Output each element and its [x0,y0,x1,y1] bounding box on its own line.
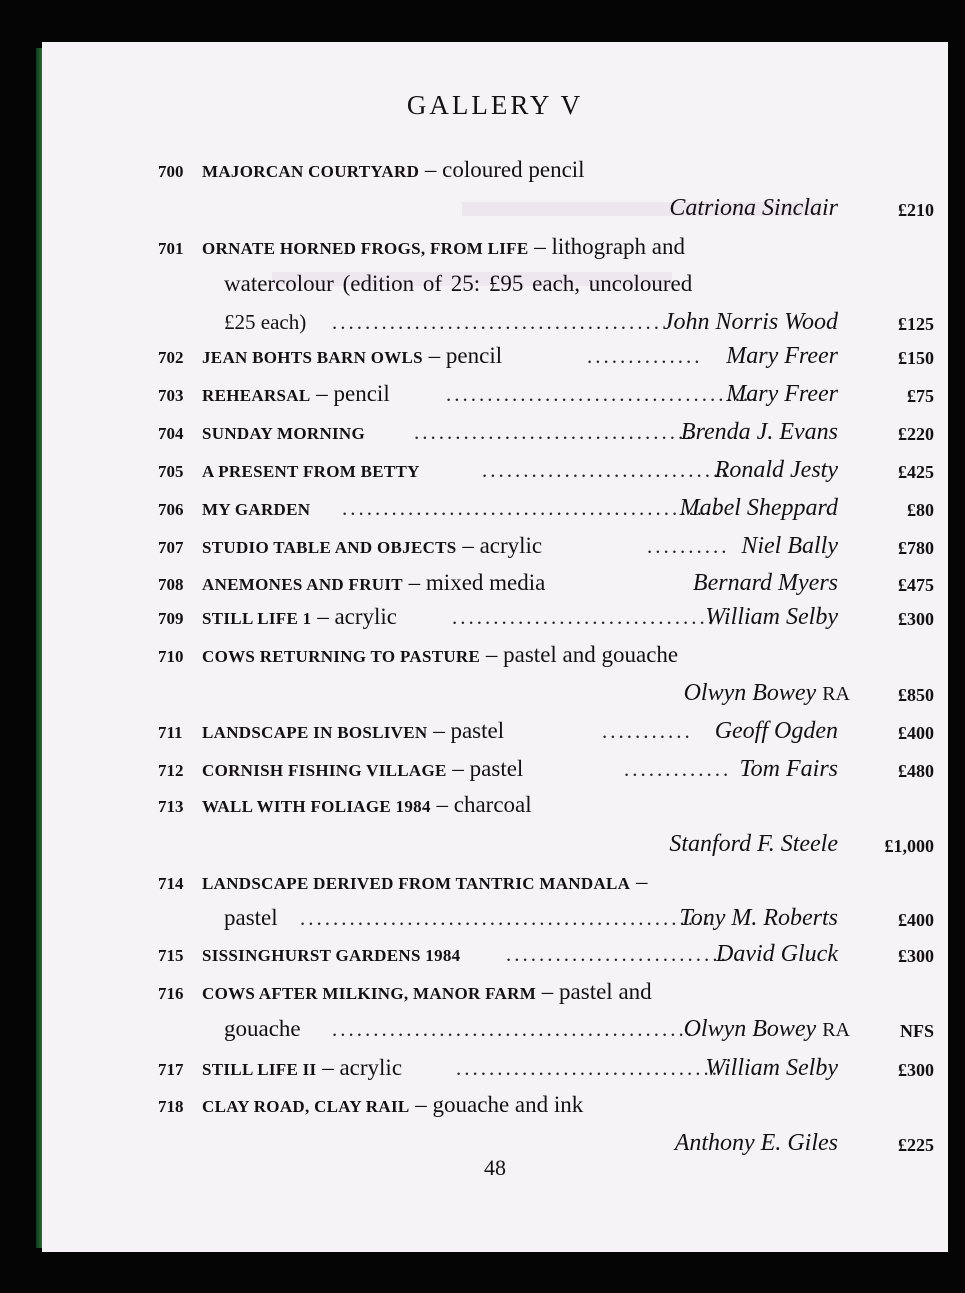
entry-title-line [202,338,502,376]
entry-artist: Bernard Myers [692,570,838,596]
entry-price: £150 [898,348,934,368]
entry-artist-suffix: RA [822,1019,850,1041]
entry-number: 708 [158,575,184,594]
entry-number: 714 [158,874,184,893]
entry-price: £220 [898,424,934,444]
entry-number: 716 [158,984,184,1003]
entry-title-line [202,637,678,675]
entry-artist-name: Olwyn Bowey [683,680,817,706]
entry-number: 700 [158,162,184,181]
entry-artist: Mary Freer [726,343,838,369]
entry-artist-line [42,1011,948,1047]
entry-title-line [202,599,397,637]
entry-title-line [202,974,652,1012]
leader-dots: ................................ [456,1056,720,1080]
entry-artist: Mabel Sheppard [679,495,838,521]
entry-medium: – [630,869,648,894]
entry-number: 718 [158,1097,184,1116]
entry-artist: Stanford F. Steele [669,831,838,857]
entry-number: 702 [158,348,184,367]
entry-title-line [202,528,542,566]
entry-price: £300 [898,1060,934,1080]
catalogue-entry [42,528,948,564]
entry-artist-line [42,304,948,340]
entry-artist: Tony M. Roberts [679,905,838,931]
entry-title: WALL WITH FOLIAGE 1984 [202,797,431,816]
entry-medium-line2: gouache [224,1016,301,1041]
entry-title: CORNISH FISHING VILLAGE [202,761,447,780]
entry-medium: – pastel and gouache [480,642,679,667]
entry-artist: Ronald Jesty [714,457,838,483]
entry-title: COWS AFTER MILKING, MANOR FARM [202,984,537,1003]
entry-number: 715 [158,946,184,965]
entry-title: CLAY ROAD, CLAY RAIL [202,1097,410,1116]
leader-dots: ...................................... [446,382,760,406]
entry-title-line [202,936,460,974]
entry-title: STILL LIFE 1 [202,609,312,628]
entry-number: 717 [158,1060,184,1079]
entry-number: 713 [158,797,184,816]
entry-title: REHEARSAL [202,386,311,405]
catalogue-page [42,42,948,1252]
entry-medium: – coloured pencil [419,157,585,182]
entry-artist: Catriona Sinclair [669,195,838,221]
entry-number: 710 [158,647,184,666]
entry-medium: – pencil [422,343,503,368]
entry-medium: – gouache and ink [409,1092,584,1117]
entry-title-line [202,787,532,825]
leader-dots: ............................................ [332,1017,695,1041]
entry-number: 711 [158,723,183,742]
entry-medium: – acrylic [316,1055,403,1080]
entry-medium: – pastel and [536,979,652,1004]
leader-dots: .......... [647,534,730,558]
entry-artist-line [42,826,948,862]
entry-title-line [202,864,647,902]
catalogue-entry [42,599,948,635]
entry-title-line [202,376,390,414]
entry-price: £80 [907,500,934,520]
entry-title-line [202,490,310,528]
entry-medium: – acrylic [456,533,543,558]
catalogue-entry [42,787,948,823]
entry-number: 707 [158,538,184,557]
entry-price: £300 [898,609,934,629]
catalogue-entry [42,864,948,900]
entry-title: ORNATE HORNED FROGS, FROM LIFE [202,239,529,258]
entry-artist: William Selby [705,1055,838,1081]
catalogue-entry [42,1050,948,1086]
entry-title-line [202,452,420,490]
entry-title-line [202,414,365,452]
page-number: 48 [484,1155,506,1180]
catalogue-entry [42,376,948,412]
entry-medium: – lithograph and [528,234,686,259]
entry-artist [684,675,850,712]
entry-title-line [202,751,523,789]
entry-price: £125 [898,314,934,334]
entry-number: 705 [158,462,184,481]
catalogue-entry [42,751,948,787]
entry-title-line [202,229,685,267]
entry-artist: Tom Fairs [739,756,838,782]
entry-price: NFS [899,1021,934,1041]
entry-title-line [202,152,585,190]
catalogue-entry [42,490,948,526]
entry-title: LANDSCAPE DERIVED FROM TANTRIC MANDALA [202,874,631,893]
entry-number: 709 [158,609,184,628]
entry-medium: – charcoal [430,792,532,817]
entry-medium-line2: pastel [224,905,278,930]
entry-continuation [42,266,948,302]
entry-artist: William Selby [705,604,838,630]
leader-dots: ........................................ [332,310,662,334]
entry-artist: Anthony E. Giles [674,1130,838,1156]
entry-number: 704 [158,424,184,443]
entry-title: ANEMONES AND FRUIT [202,575,403,594]
leader-dots: .................................. [414,420,695,444]
entry-price: £210 [898,200,934,220]
entry-price: £400 [898,910,934,930]
entry-artist-line [42,190,948,226]
leader-dots: .................................................. [300,906,713,930]
catalogue-entry [42,713,948,749]
entry-title: JEAN BOHTS BARN OWLS [202,348,423,367]
entry-medium-line3: £25 each) [224,310,307,334]
entry-artist: Brenda J. Evans [680,419,838,445]
entry-title: MAJORCAN COURTYARD [202,162,420,181]
entry-title: MY GARDEN [202,500,311,519]
entry-price: £480 [898,761,934,781]
entry-price: £75 [907,386,934,406]
leader-dots: ............. [624,757,732,781]
catalogue-entry [42,414,948,450]
entry-price: £1,000 [884,836,934,856]
entry-artist-line [42,675,948,711]
entry-title-line [202,713,504,751]
entry-medium: – pastel [427,718,505,743]
catalogue-entry [42,936,948,972]
entry-price: £225 [898,1135,934,1155]
entry-title: STUDIO TABLE AND OBJECTS [202,538,457,557]
entry-artist-line [42,900,948,936]
catalogue-entry [42,637,948,673]
entry-number: 701 [158,239,184,258]
entry-title-line [202,1050,402,1088]
entry-title: COWS RETURNING TO PASTURE [202,647,481,666]
page-title: GALLERY V [406,90,584,120]
entry-artist: Geoff Ogden [714,718,838,744]
entry-price: £400 [898,723,934,743]
entry-artist: John Norris Wood [662,309,838,335]
entry-price: £780 [898,538,934,558]
entry-artist-name: Olwyn Bowey [683,1016,817,1042]
entry-title: A PRESENT FROM BETTY [202,462,420,481]
catalogue-entry [42,338,948,374]
catalogue-entry [42,229,948,265]
catalogue-entry [42,974,948,1010]
catalogue-entry [42,1087,948,1123]
entry-medium: – acrylic [311,604,398,629]
entry-title: STILL LIFE II [202,1060,317,1079]
entry-medium-line2: watercolour (edition of 25: £95 each, uncoloured [224,271,693,296]
entry-artist-suffix: RA [822,683,850,705]
catalogue-entry [42,565,948,601]
entry-title-line [202,565,545,603]
leader-dots: .............. [587,344,703,368]
entry-medium: – pencil [310,381,390,406]
entry-title: SISSINGHURST GARDENS 1984 [202,946,461,965]
leader-dots: .............................. [482,458,730,482]
entry-price: £300 [898,946,934,966]
entry-number: 712 [158,761,184,780]
leader-dots: ................................ [452,605,716,629]
entry-artist [684,1011,850,1048]
leader-dots: .............................................. [342,496,722,520]
entry-medium: – pastel [446,756,524,781]
entry-artist: David Gluck [716,941,838,967]
entry-price: £850 [898,685,934,705]
entry-price: £425 [898,462,934,482]
entry-title-line [202,1087,583,1125]
entry-title: LANDSCAPE IN BOSLIVEN [202,723,428,742]
entry-artist: Mary Freer [726,381,838,407]
leader-dots: ........... [602,719,693,743]
entry-number: 706 [158,500,184,519]
leader-dots: ........................... [506,942,729,966]
entry-artist: Niel Bally [741,533,838,559]
entry-price: £475 [898,575,934,595]
catalogue-entry [42,152,948,188]
entry-title: SUNDAY MORNING [202,424,366,443]
catalogue-entry [42,452,948,488]
entry-medium: – mixed media [402,570,546,595]
entry-number: 703 [158,386,184,405]
